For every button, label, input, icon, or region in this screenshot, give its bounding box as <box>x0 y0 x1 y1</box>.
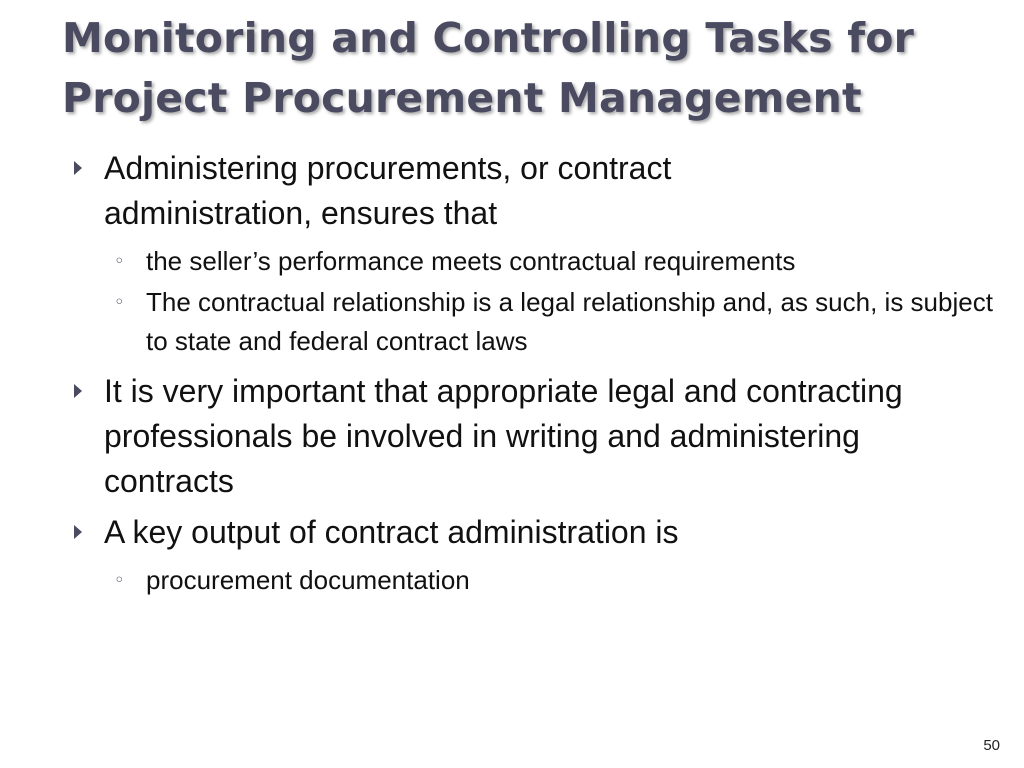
triangle-bullet-icon <box>74 161 82 175</box>
bullet-text: A key output of contract administration is <box>104 514 679 550</box>
bullet-list <box>74 146 994 602</box>
triangle-bullet-icon <box>74 384 82 398</box>
bullet-item <box>74 369 994 504</box>
sub-bullet-text: procurement documentation <box>146 565 470 595</box>
bullet-text: It is very important that appropriate legal and contracting professionals be involved in writing and administering contracts <box>104 373 903 499</box>
bullet-item <box>74 510 994 555</box>
bullet-item <box>74 146 804 236</box>
sub-bullet-item <box>74 242 994 281</box>
circle-bullet-icon: ◦ <box>114 251 125 272</box>
sub-bullet-text: the seller’s performance meets contractual requirements <box>146 246 796 276</box>
bullet-text: Administering procurements, or contract administration, ensures that <box>104 150 672 231</box>
title-line-2: Project Procurement Management <box>62 74 862 122</box>
page-number: 50 <box>983 737 1000 754</box>
sub-bullet-item <box>74 283 994 361</box>
sub-bullet-text: The contractual relationship is a legal relationship and, as such, is subject to state and federal contract laws <box>146 287 993 356</box>
sub-bullet-item <box>74 561 994 600</box>
circle-bullet-icon: ◦ <box>114 292 125 313</box>
slide-title <box>62 8 1002 128</box>
circle-bullet-icon: ◦ <box>114 570 125 591</box>
title-line-1: Monitoring and Controlling Tasks for <box>62 14 915 62</box>
triangle-bullet-icon <box>74 525 82 539</box>
